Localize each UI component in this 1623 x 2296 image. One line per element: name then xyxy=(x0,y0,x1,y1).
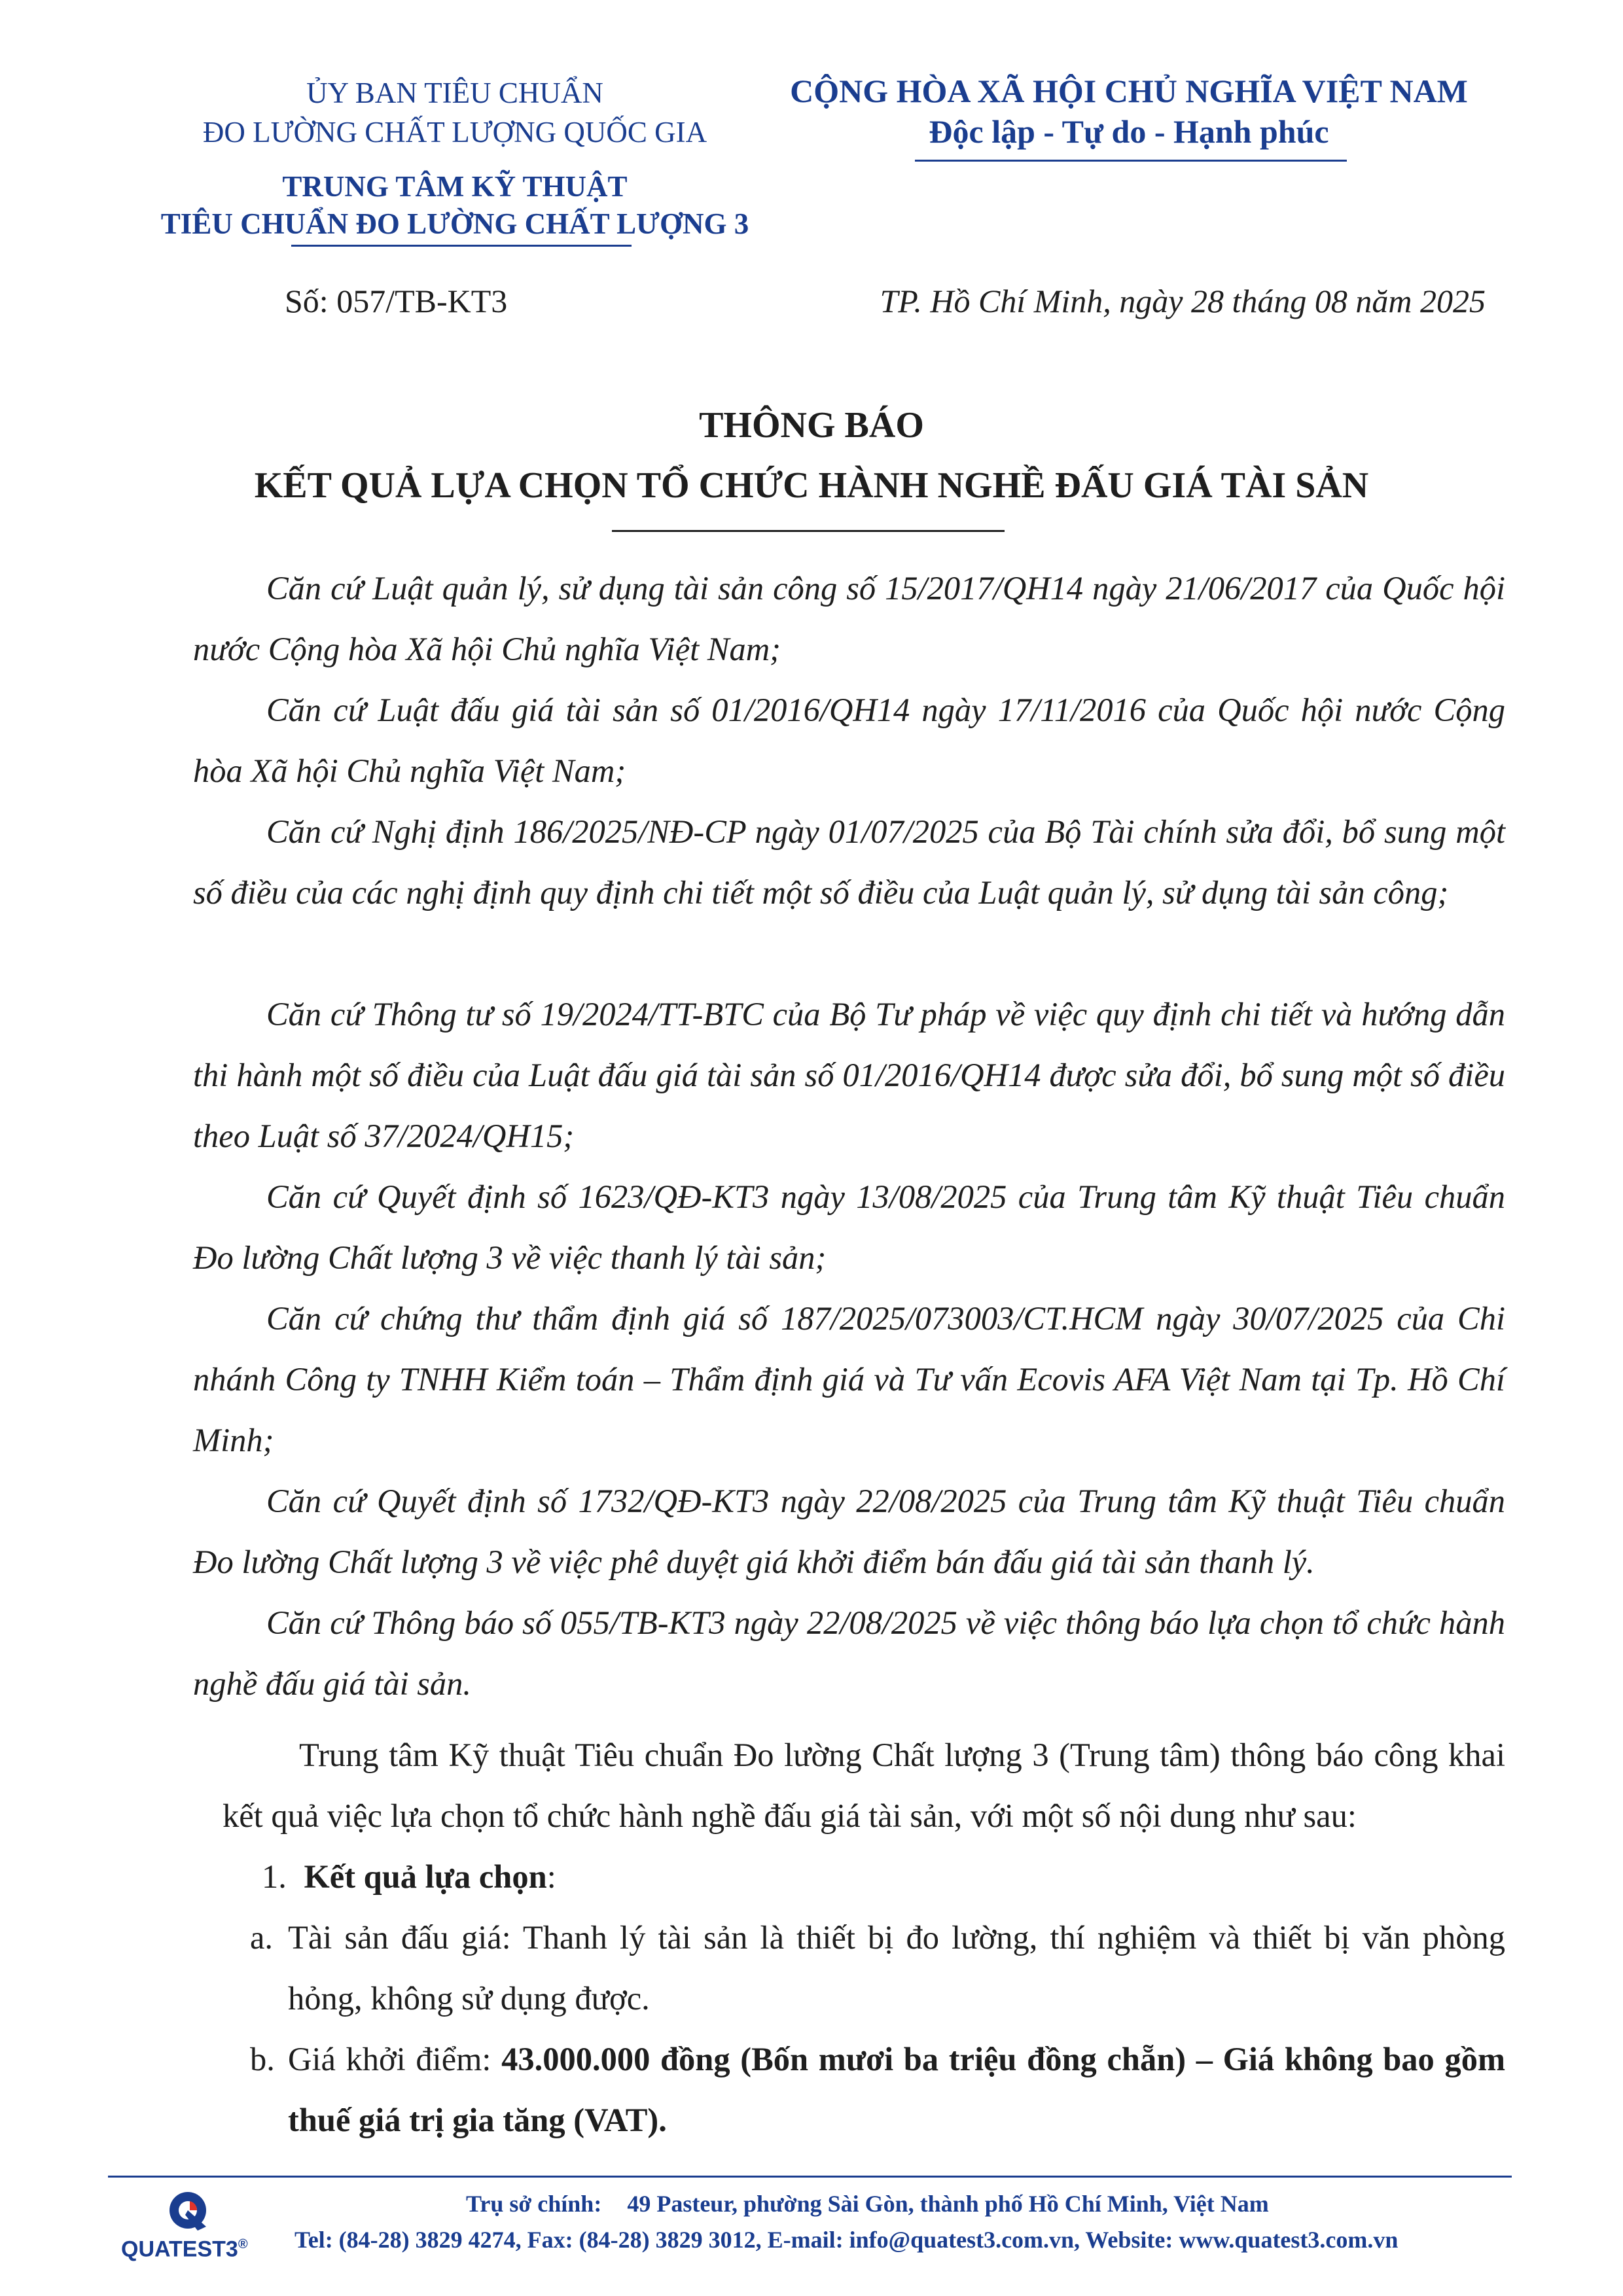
footer-address-line xyxy=(466,2187,1269,2220)
legal-basis-7: Căn cứ Quyết định số 1732/QĐ-KT3 ngày 22/08/2025 của Trung tâm Kỹ thuật Tiêu chuẩn Đo lường Chất lượng 3 về việc phê duyệt giá khởi điểm bán đấu giá tài sản thanh lý. xyxy=(193,1483,1505,1580)
quatest3-logo xyxy=(144,2189,232,2234)
header-left-underline xyxy=(291,245,632,247)
title-underline xyxy=(612,530,1005,532)
footer-contact-line: Tel: (84-28) 3829 4274, Fax: (84-28) 3829 3012, E-mail: info@quatest3.com.vn, Website: www.quatest3.com.vn xyxy=(294,2227,1399,2253)
document-number: Số: 057/TB-KT3 xyxy=(285,283,508,319)
org-name-line2: ĐO LƯỜNG CHẤT LƯỢNG QUỐC GIA xyxy=(202,116,707,149)
legal-basis-4: Căn cứ Thông tư số 19/2024/TT-BTC của Bộ Tư pháp về việc quy định chi tiết và hướng dẫn thi hành một số điều của Luật đấu giá tài sản số 01/2016/QH14 được sửa đổi, bổ sung một số điều theo Luật số 37/2024/QH15; xyxy=(193,996,1505,1154)
logo-wordmark xyxy=(121,2230,248,2263)
document-subtitle: KẾT QUẢ LỰA CHỌN TỔ CHỨC HÀNH NGHỀ ĐẤU GIÁ TÀI SẢN xyxy=(254,465,1369,506)
place-date: TP. Hồ Chí Minh, ngày 28 tháng 08 năm 2025 xyxy=(880,283,1486,319)
legal-basis-5: Căn cứ Quyết định số 1623/QĐ-KT3 ngày 13/08/2025 của Trung tâm Kỹ thuật Tiêu chuẩn Đo lường Chất lượng 3 về việc thanh lý tài sản; xyxy=(193,1178,1505,1276)
org-name-line1: ỦY BAN TIÊU CHUẨN xyxy=(306,77,603,109)
section-1-heading xyxy=(262,1846,556,1907)
section-1-title: Kết quả lựa chọn xyxy=(304,1858,547,1895)
legal-basis-6: Căn cứ chứng thư thẩm định giá số 187/2025/073003/CT.HCM ngày 30/07/2025 của Chi nhánh Công ty TNHH Kiểm toán – Thẩm định giá và Tư vấn Ecovis AFA Việt Nam tại Tp. Hồ Chí Minh; xyxy=(193,1300,1505,1458)
header-right-underline xyxy=(915,160,1347,162)
legal-basis-1: Căn cứ Luật quản lý, sử dụng tài sản công số 15/2017/QH14 ngày 21/06/2017 của Quốc hội nước Cộng hòa Xã hội Chủ nghĩa Việt Nam; xyxy=(193,570,1505,667)
item-b-text xyxy=(288,2029,1505,2151)
starting-price: 43.000.000 đồng (Bốn mươi ba triệu đồng chẵn) – Giá không bao gồm thuế giá trị gia tăng (VAT). xyxy=(288,2041,1506,2138)
section-1-number: 1. xyxy=(262,1858,287,1895)
legal-basis-8: Căn cứ Thông báo số 055/TB-KT3 ngày 22/08/2025 về việc thông báo lựa chọn tổ chức hành nghề đấu giá tài sản. xyxy=(193,1604,1505,1702)
logo-text: QUATEST3 xyxy=(121,2236,238,2262)
address-label: Trụ sở chính: xyxy=(466,2191,602,2217)
document-title: THÔNG BÁO xyxy=(699,405,924,446)
legal-basis-2: Căn cứ Luật đấu giá tài sản số 01/2016/QH14 ngày 17/11/2016 của Quốc hội nước Cộng hòa Xã hội Chủ nghĩa Việt Nam; xyxy=(193,692,1505,789)
item-a-label: a. xyxy=(250,1919,274,1956)
item-b-label: b. xyxy=(250,2041,275,2077)
section-1-colon: : xyxy=(546,1858,556,1895)
logo-mark-icon xyxy=(144,2189,232,2234)
address-text: 49 Pasteur, phường Sài Gòn, thành phố Hồ Chí Minh, Việt Nam xyxy=(627,2191,1269,2217)
legal-basis-3: Căn cứ Nghị định 186/2025/NĐ-CP ngày 01/07/2025 của Bộ Tài chính sửa đổi, bổ sung một số điều của các nghị định quy định chi tiết một số điều của Luật quản lý, sử dụng tài sản công; xyxy=(193,813,1505,911)
intro-paragraph: Trung tâm Kỹ thuật Tiêu chuẩn Đo lường Chất lượng 3 (Trung tâm) thông báo công khai kết quả việc lựa chọn tổ chức hành nghề đấu giá tài sản, với một số nội dung như sau: xyxy=(223,1737,1505,1834)
unit-name-line1: TRUNG TÂM KỸ THUẬT xyxy=(282,170,628,203)
unit-name-line2: TIÊU CHUẨN ĐO LƯỜNG CHẤT LƯỢNG 3 xyxy=(160,207,749,240)
item-b-prefix: Giá khởi điểm: xyxy=(288,2041,502,2077)
logo-registered: ® xyxy=(238,2237,248,2252)
motto: Độc lập - Tự do - Hạnh phúc xyxy=(929,113,1329,150)
country-name: CỘNG HÒA XÃ HỘI CHỦ NGHĨA VIỆT NAM xyxy=(790,73,1468,109)
item-a-text: Tài sản đấu giá: Thanh lý tài sản là thiết bị đo lường, thí nghiệm và thiết bị văn phòng hỏng, không sử dụng được. xyxy=(288,1919,1505,2017)
footer-rule xyxy=(108,2176,1512,2178)
